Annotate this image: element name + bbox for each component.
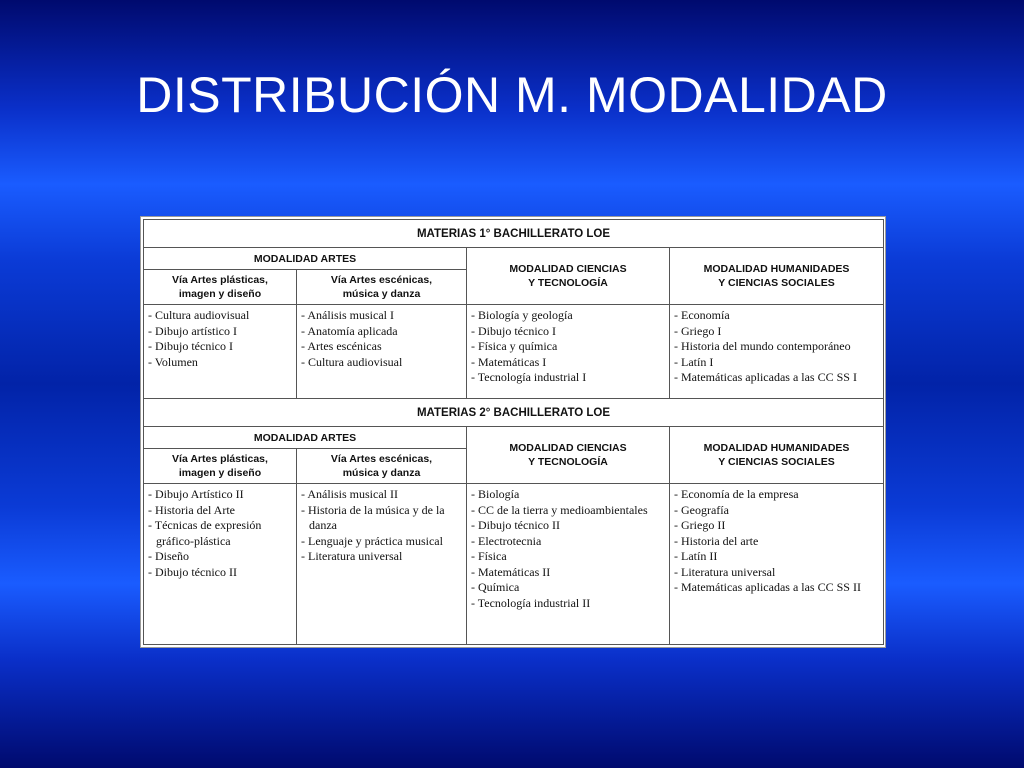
year1-ciencias-header <box>467 248 670 305</box>
header-line: música y danza <box>342 467 421 479</box>
year1-artes-header: MODALIDAD ARTES <box>144 248 467 270</box>
year1-title: MATERIAS 1° BACHILLERATO LOE <box>144 220 884 248</box>
year1-ciencias-subjects <box>467 305 670 399</box>
year1-humanidades-subjects <box>670 305 884 399</box>
subject-item: - Dibujo Artístico II <box>148 487 244 501</box>
subject-item: - Técnicas de expresión gráfico-plástica <box>148 518 262 548</box>
subject-item: - Biología <box>471 487 520 501</box>
subject-item: - Historia del mundo contemporáneo <box>674 339 851 353</box>
subject-item: - Anatomía aplicada <box>301 323 398 338</box>
subject-item: - Análisis musical II <box>301 487 398 501</box>
year1-via-escenicas-header <box>297 270 467 305</box>
header-line: MODALIDAD HUMANIDADES <box>703 263 850 275</box>
subject-item: - Artes escénicas <box>301 339 382 353</box>
header-line: MODALIDAD CIENCIAS <box>509 263 627 275</box>
subject-item: - Historia del Arte <box>148 502 235 517</box>
year1-humanidades-header <box>670 248 884 305</box>
subject-item: - Economía de la empresa <box>674 487 799 501</box>
subject-item: - Biología y geología <box>471 308 573 322</box>
subject-item: - Dibujo técnico I <box>148 339 233 353</box>
subject-item: - Historia de la música y de la danza <box>301 502 445 532</box>
year2-ciencias-subjects <box>467 484 670 645</box>
subject-item: - Dibujo artístico I <box>148 323 237 338</box>
header-line: MODALIDAD CIENCIAS <box>509 442 627 454</box>
header-line: Y CIENCIAS SOCIALES <box>718 277 835 289</box>
subject-item: - Dibujo técnico II <box>471 518 560 532</box>
subject-item: - Química <box>471 580 520 594</box>
header-line: Y TECNOLOGÍA <box>528 277 608 289</box>
year2-humanidades-subjects <box>670 484 884 645</box>
subject-item: - Griego I <box>674 323 722 338</box>
header-line: MODALIDAD HUMANIDADES <box>703 442 850 454</box>
subject-item: - Análisis musical I <box>301 308 394 322</box>
subject-item: - Historia del arte <box>674 533 759 548</box>
header-line: música y danza <box>342 288 421 300</box>
year2-via-escenicas-header <box>297 449 467 484</box>
subject-item: - CC de la tierra y medioambientales <box>471 502 648 517</box>
subject-item: - Electrotecnia <box>471 533 542 548</box>
subject-item: - Cultura audiovisual <box>301 354 403 369</box>
subject-item: - Geografía <box>674 502 729 517</box>
subject-item: - Matemáticas aplicadas a las CC SS II <box>674 580 861 594</box>
subject-item: - Dibujo técnico I <box>471 323 556 338</box>
subject-item: - Matemáticas II <box>471 564 551 579</box>
year1-escenicas-subjects <box>297 305 467 399</box>
header-line: Vía Artes escénicas, <box>330 453 433 465</box>
subject-item: - Matemáticas aplicadas a las CC SS I <box>674 370 857 384</box>
year2-ciencias-header <box>467 427 670 484</box>
year2-escenicas-subjects <box>297 484 467 645</box>
header-line: imagen y diseño <box>178 288 262 300</box>
subject-item: - Diseño <box>148 549 189 563</box>
subject-item: - Dibujo técnico II <box>148 564 237 579</box>
header-line: Vía Artes plásticas, <box>172 274 268 286</box>
header-line: Vía Artes plásticas, <box>172 453 268 465</box>
year2-plasticas-subjects <box>144 484 297 645</box>
subject-item: - Matemáticas I <box>471 354 547 369</box>
subject-item: - Tecnología industrial I <box>471 370 587 384</box>
header-line: Y TECNOLOGÍA <box>528 456 608 468</box>
subject-item: - Volumen <box>148 354 198 369</box>
subjects-table <box>143 219 884 645</box>
slide-title: DISTRIBUCIÓN M. MODALIDAD <box>136 67 888 123</box>
year1-plasticas-subjects <box>144 305 297 399</box>
subjects-table-image <box>140 216 886 648</box>
subject-item: - Latín II <box>674 549 718 563</box>
subject-item: - Economía <box>674 308 730 322</box>
year2-humanidades-header <box>670 427 884 484</box>
subject-item: - Griego II <box>674 518 726 532</box>
subject-item: - Literatura universal <box>674 564 776 579</box>
year1-via-plasticas-header <box>144 270 297 305</box>
subject-item: - Lenguaje y práctica musical <box>301 533 443 548</box>
subject-item: - Física y química <box>471 339 558 353</box>
header-line: Y CIENCIAS SOCIALES <box>718 456 835 468</box>
year2-title: MATERIAS 2° BACHILLERATO LOE <box>144 399 884 427</box>
subject-item: - Tecnología industrial II <box>471 595 591 610</box>
subject-item: - Latín I <box>674 354 714 369</box>
header-line: Vía Artes escénicas, <box>330 274 433 286</box>
year2-artes-header: MODALIDAD ARTES <box>144 427 467 449</box>
year2-via-plasticas-header <box>144 449 297 484</box>
header-line: imagen y diseño <box>178 467 262 479</box>
subject-item: - Cultura audiovisual <box>148 308 250 322</box>
subject-item: - Física <box>471 549 507 563</box>
subject-item: - Literatura universal <box>301 549 403 563</box>
